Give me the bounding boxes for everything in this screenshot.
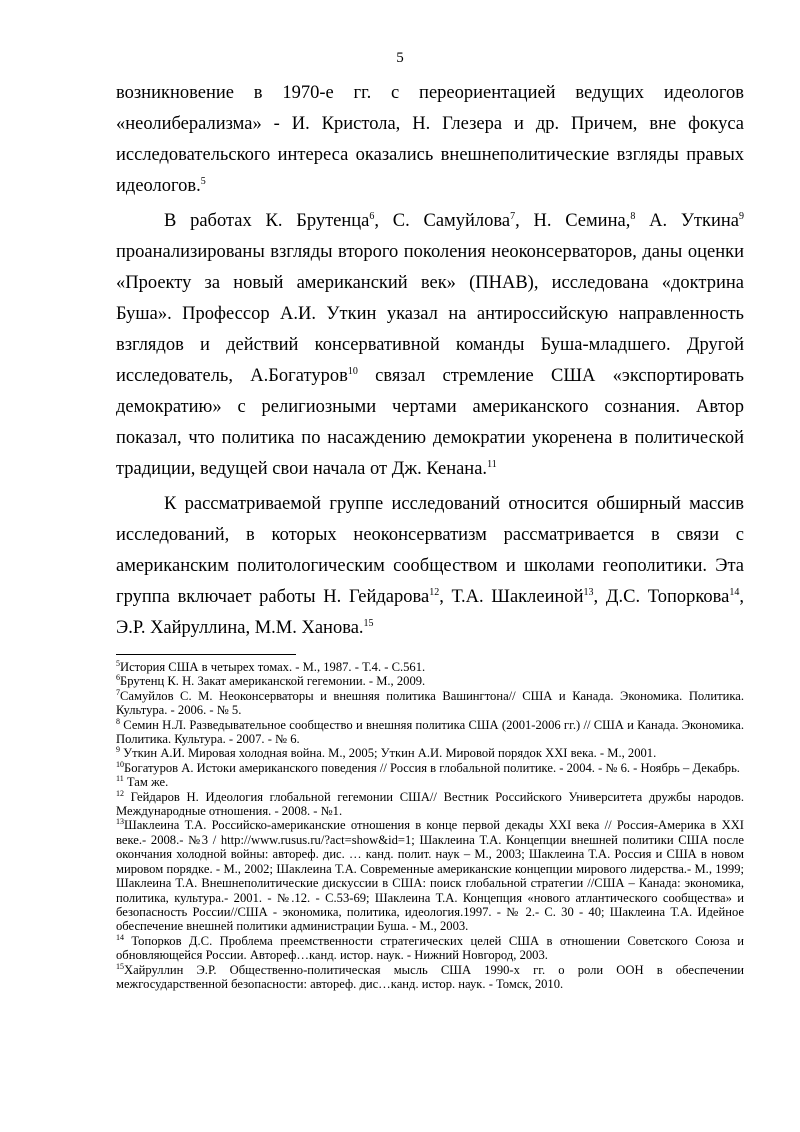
footnote-ref[interactable]: 13 <box>583 586 594 598</box>
paragraph <box>116 78 744 202</box>
footnote <box>116 818 744 933</box>
footnote-number: 5 <box>116 658 120 668</box>
footnote-text: Брутенц К. Н. Закат американской гегемонии. - М., 2009. <box>120 674 426 689</box>
paragraph-text: , Э.Р. Хайруллина, М.М. Ханова. <box>116 587 744 638</box>
footnote-text: Гейдаров Н. Идеология глобальной гегемонии США// Вестник Российского Университета дружбы народов. Международные отношения. - 2008. - №1. <box>116 789 744 819</box>
footnote-text: Топорков Д.С. Проблема преемственности стратегических целей США в отношении Советского Союза и обновляющейся России. Автореф…канд. истор. наук. - Нижний Новгород, 2003. <box>116 933 744 963</box>
footnote-number: 11 <box>116 774 124 784</box>
footnote-number: 6 <box>116 673 120 683</box>
footnote <box>116 775 744 789</box>
footnote-number: 13 <box>116 817 124 827</box>
footnote-number: 14 <box>116 932 124 942</box>
footnote-ref[interactable]: 9 <box>739 210 744 222</box>
footnote-ref[interactable]: 8 <box>630 210 636 222</box>
footnote <box>116 746 744 760</box>
paragraph-text: связал стремление США «экспортировать демократию» с религиозными чертами американского сознания. Автор показал, что политика по насаждению демократии укоренена в политической традиции, ведущей свои начала от Дж. Кенана. <box>116 366 744 479</box>
footnote-ref[interactable]: 14 <box>729 586 740 598</box>
footnote-number: 12 <box>116 788 124 798</box>
footnote-ref[interactable]: 12 <box>429 586 440 598</box>
paragraph-text: , С. Самуйлова <box>374 211 511 231</box>
paragraph-text: , Т.А. Шаклеиной <box>439 587 584 607</box>
footnote-text: Там же. <box>123 775 169 790</box>
paragraph-text: А. Уткина <box>635 211 739 231</box>
footnote-ref[interactable]: 10 <box>347 365 358 377</box>
footnote-text: Богатуров А. Истоки американского поведения // Россия в глобальной политике. - 2004. - № 6. - Ноябрь – Декабрь. <box>124 760 740 775</box>
paragraph-text: К рассматриваемой группе исследований относится обширный массив исследований, в которых неоконсерватизм рассматривается в связи с американским политологическим сообществом и школами геополитики. Эта группа включает работы Н. Гейдарова <box>116 494 744 607</box>
footnote-text: Семин Н.Л. Разведывательное сообщество и внешняя политика США (2001-2006 гг.) // США и Канада. Экономика. Политика. Культура. - 2007. - № 6. <box>116 717 744 747</box>
footnote <box>116 674 744 688</box>
footnote-text: Уткин А.И. Мировая холодная война. М., 2005; Уткин А.И. Мировой порядок XXI века. - М., 2001. <box>120 746 657 761</box>
footnote-number: 10 <box>116 759 124 769</box>
footnotes <box>116 660 744 991</box>
footnote-ref[interactable]: 5 <box>200 175 206 187</box>
footnote <box>116 660 744 674</box>
paragraph-text: В работах К. Брутенца <box>164 211 370 231</box>
page-number: 5 <box>396 50 404 66</box>
footnote <box>116 934 744 963</box>
footnote <box>116 689 744 718</box>
footnote-number: 8 <box>116 716 120 726</box>
footnote-ref[interactable]: 11 <box>487 458 497 470</box>
footnote-text: Самуйлов С. М. Неоконсерваторы и внешняя политика Вашингтона// США и Канада. Экономика. Политика. Культура. - 2006. - № 5. <box>116 688 744 718</box>
paragraph-text: проанализированы взгляды второго поколения неоконсерваторов, даны оценки «Проекту за новый американский век» (ПНАВ), исследована «доктрина Буша». Профессор А.И. Уткин указал на антироссийскую направленность взглядов и действий консервативной команды Буша-младшего. Другой исследователь, А.Богатуров <box>116 242 744 386</box>
footnote <box>116 790 744 819</box>
paragraph-text: возникновение в 1970-е гг. с переориентацией ведущих идеологов «неолиберализма» - И. Кристола, Н. Глезера и др. Причем, вне фокуса исследовательского интереса оказались внешнеполитические взгляды правых идеологов. <box>116 83 744 196</box>
footnote-ref[interactable]: 6 <box>369 210 375 222</box>
footnote-text: Шаклеина Т.А. Российско-американские отношения в конце первой декады XXI века // Россия-Америка в XXI веке.- 2008.- №3 / http://www.rusus.ru/?act=show&id=1; Шаклеина Т.А. Концепции внешней политики США после окончания холодной войны: автореф. дис. … канд. полит. наук – М., 2003; Шаклеина Т.А. Россия и США в новом мировом порядке. - М., 2002; Шаклеина Т.А. Современные американские концепции мирового лидерства.- М., 1999; Шаклеина Т.А. Внешнеполитические дискуссии в США: поиск глобальной стратегии //США – Канада: экономика, политика, культура.- 2001. - №.12. - С.53-69; Шаклеина Т.А. Концепция «нового атлантического сообщества» и безопасность России//США - экономика, политика, идеология.1997. - № 2.- С. 30 - 40; Шаклеина Т.А. Идейное обеспечение внешней политики администрации Буша. - М., 2003. <box>116 818 744 934</box>
footnote-text: Хайруллин Э.Р. Общественно-политическая мысль США 1990-х гг. о роли ООН в обеспечении межгосударственной безопасности: автореф. дис…канд. истор. наук. - Томск, 2010. <box>116 962 744 991</box>
footnote <box>116 761 744 775</box>
footnote-number: 7 <box>116 687 120 697</box>
paragraph <box>116 206 744 485</box>
paragraph-text: , Н. Семина, <box>515 211 631 231</box>
footnote-ref[interactable]: 7 <box>510 210 516 222</box>
footnote <box>116 718 744 747</box>
paragraph-text: , Д.С. Топоркова <box>593 587 730 607</box>
main-text <box>116 78 744 644</box>
paragraph <box>116 489 744 644</box>
footnote-number: 9 <box>116 745 120 755</box>
footnote-ref[interactable]: 15 <box>363 617 374 629</box>
footnote-number: 15 <box>116 961 124 971</box>
footnote-separator <box>116 654 296 655</box>
footnote-text: История США в четырех томах. - М., 1987. - Т.4. - С.561. <box>120 660 426 674</box>
footnote <box>116 963 744 992</box>
